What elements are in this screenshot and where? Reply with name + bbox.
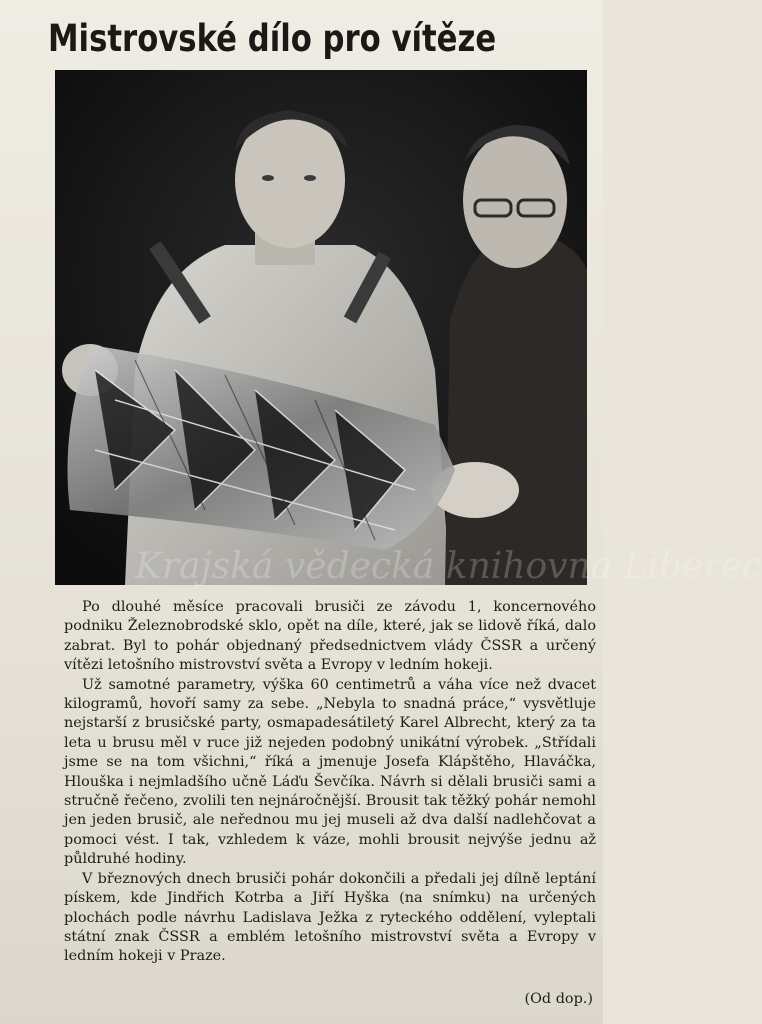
article-source: (Od dop.) — [524, 991, 593, 1007]
photo-illustration — [55, 70, 587, 585]
article-body — [64, 598, 596, 967]
article-photo — [55, 70, 762, 587]
article-paragraph-2: Už samotné parametry, výška 60 centimetrů a váha více než dvacet kilogramů, hovoří samy za sebe. „Nebyla to snadná práce,“ vysvětluje nejstarší z brusičské party, osmapadesátiletý Karel Albrecht, který za ta leta u brusu měl v ruce již nejeden podobný unikátní výrobek. „Střídali jsme se na tom všichni,“ říká a jmenuje Josefa Klápštěho, Hlaváčka, Hlouška i nejmladšího učně Láďu Ševčíka. Návrh si dělali brusiči sami a stručně řečeno, zvolili ten nejnáročnější. Brousit tak těžký pohár nemohl jen jeden brusič, ale neřednou mu jej museli až dva další nadlehčovat a pomoci vést. I tak, vzhledem k váze, mohli brousit nejvýše jednu až půldruhé hodiny. — [64, 676, 596, 868]
headline: Mistrovské dílo pro vítěze — [48, 17, 497, 60]
photo-watermark: Krajská vědecká knihovna Liberec — [135, 546, 762, 587]
article-paragraph-3: V březnových dnech brusiči pohár dokončili a předali jej dílně leptání pískem, kde Jindřich Kotrba a Jiří Hyška (na snímku) na určených plochách podle návrhu Ladislava Ježka z ryteckého oddělení, vyleptali státní znak ČSSR a emblém letošního mistrovství světa a Evropy v ledním hokeji v Praze. — [64, 870, 596, 965]
article-paragraph-1: Po dlouhé měsíce pracovali brusiči ze závodu 1, koncernového podniku Železnobrodské sklo, opět na díle, které, jak se lidově říká, dalo zabrat. Byl to pohár objednaný předsednictvem vlády ČSSR a určený vítězi letošního mistrovství světa a Evropy v ledním hokeji. — [64, 599, 596, 674]
